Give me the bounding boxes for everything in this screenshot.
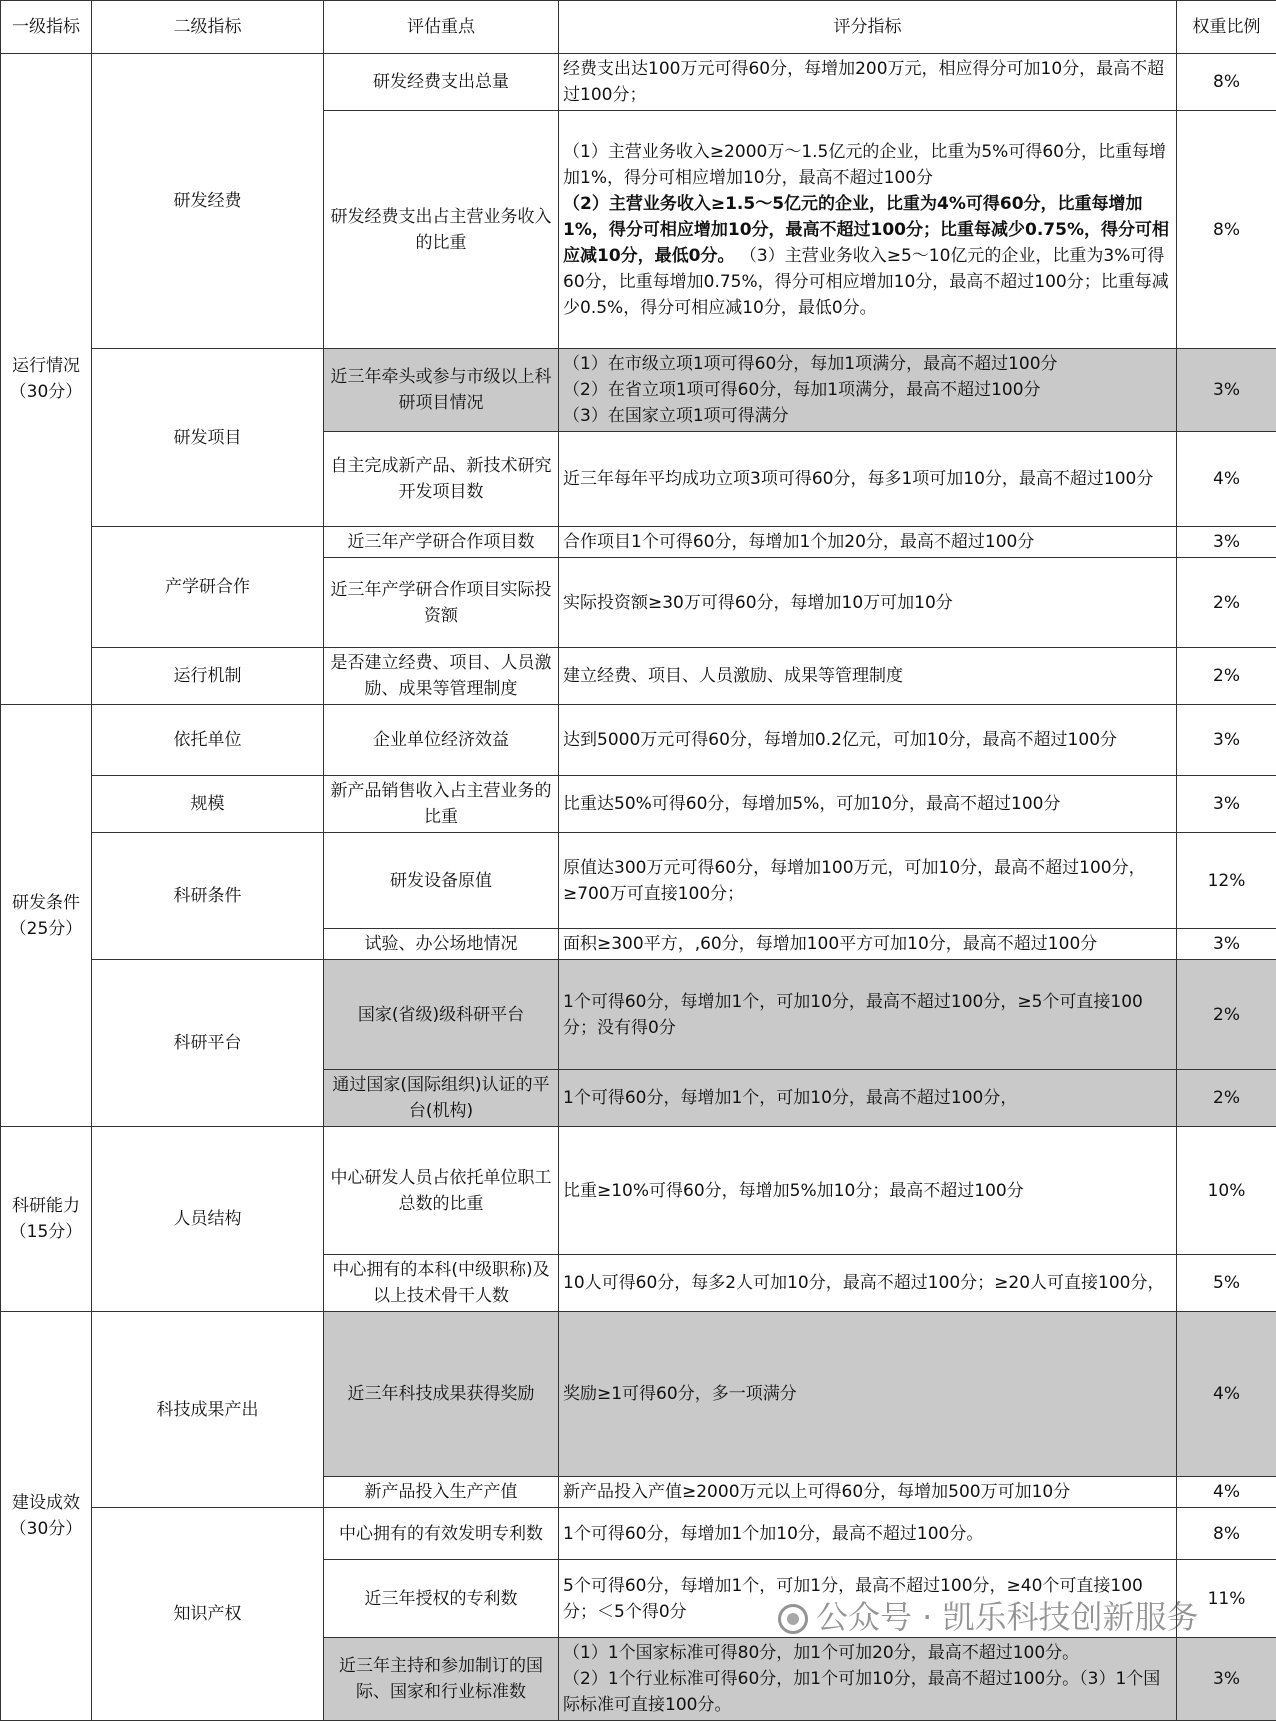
weight-cell: 3% <box>1177 929 1276 960</box>
level2-platform: 科研平台 <box>92 960 324 1127</box>
level2-ip: 知识产权 <box>92 1508 324 1721</box>
criteria-cell <box>559 349 1177 432</box>
watermark-text: 公众号 · 凯乐科技创新服务 <box>816 1598 1199 1636</box>
criteria-cell: 实际投资额≥30万可得60分，每增加10万可加10分 <box>559 558 1177 648</box>
criteria-cell: 达到5000万元可得60分，每增加0.2亿元，可加10分，最高不超过100分 <box>559 705 1177 776</box>
weight-cell: 4% <box>1177 1477 1276 1508</box>
criteria-cell: 1个可得60分，每增加1个，可加10分，最高不超过100分，≥5个可直接100分；没有得0分 <box>559 960 1177 1070</box>
weight-cell: 4% <box>1177 432 1276 527</box>
level2-output: 科技成果产出 <box>92 1312 324 1508</box>
table-row <box>1 1508 1276 1560</box>
focus-cell: 企业单位经济效益 <box>324 705 559 776</box>
weight-cell: 3% <box>1177 349 1276 432</box>
criteria-cell: 比重≥10%可得60分，每增加5%加10分；最高不超过100分 <box>559 1127 1177 1255</box>
level2-scale: 规模 <box>92 776 324 833</box>
focus-cell: 近三年产学研合作项目实际投资额 <box>324 558 559 648</box>
weight-cell: 8% <box>1177 54 1276 111</box>
weight-cell: 3% <box>1177 527 1276 558</box>
table-row <box>1 349 1276 432</box>
focus-cell: 研发设备原值 <box>324 833 559 929</box>
weight-cell: 12% <box>1177 833 1276 929</box>
focus-cell: 近三年牵头或参与市级以上科研项目情况 <box>324 349 559 432</box>
weight-cell: 4% <box>1177 1312 1276 1477</box>
criteria-cell: 5个可得60分，每增加1个，可加1分，最高不超过100分，≥40个可直接100分；＜5个得0分 <box>559 1560 1177 1638</box>
criteria-part: （3）在国家立项1项可得满分 <box>563 406 789 426</box>
focus-cell: 通过国家(国际组织)认证的平台(机构) <box>324 1070 559 1127</box>
focus-cell: 中心研发人员占依托单位职工总数的比重 <box>324 1127 559 1255</box>
level2-staff: 人员结构 <box>92 1127 324 1312</box>
criteria-cell: 1个可得60分，每增加1个加10分，最高不超过100分。 <box>559 1508 1177 1560</box>
table-row <box>1 776 1276 833</box>
weight-cell: 3% <box>1177 1638 1276 1721</box>
level2-research-cond: 科研条件 <box>92 833 324 960</box>
criteria-part: （3）主营业务收入≥5～10亿元的企业，比重为3%可得60分，比重每增加0.75%，得分可相应增加10分，最高不超过100分；比重每减少0.5%，得分可相应减10分，最低0分。 <box>563 246 1169 318</box>
focus-cell: 近三年产学研合作项目数 <box>324 527 559 558</box>
table-row <box>1 1312 1276 1477</box>
criteria-part: （1）主营业务收入≥2000万～1.5亿元的企业，比重为5%可得60分，比重每增加1%，得分可相应增加10分，最高不超过100分 <box>563 142 1166 188</box>
weight-cell: 2% <box>1177 648 1276 705</box>
table-row <box>1 833 1276 929</box>
level2-mechanism: 运行机制 <box>92 648 324 705</box>
focus-cell: 试验、办公场地情况 <box>324 929 559 960</box>
criteria-cell: 原值达300万元可得60分，每增加100万元，可加10分，最高不超过100分，≥700万可直接100分； <box>559 833 1177 929</box>
focus-cell: 近三年科技成果获得奖励 <box>324 1312 559 1477</box>
focus-cell: 中心拥有的有效发明专利数 <box>324 1508 559 1560</box>
weight-cell: 8% <box>1177 111 1276 349</box>
table-row <box>1 705 1276 776</box>
header-row <box>1 1 1276 54</box>
weight-cell: 8% <box>1177 1508 1276 1560</box>
header-focus: 评估重点 <box>324 1 559 54</box>
weight-cell: 2% <box>1177 558 1276 648</box>
criteria-cell: 建立经费、项目、人员激励、成果等管理制度 <box>559 648 1177 705</box>
criteria-cell <box>559 111 1177 349</box>
criteria-part: （2）1个行业标准可得60分，加1个可加10分，最高不超过100分。（3）1个国际标准可直接100分。 <box>563 1669 1160 1715</box>
weight-cell: 3% <box>1177 776 1276 833</box>
header-criteria: 评分指标 <box>559 1 1177 54</box>
focus-cell: 新产品投入生产产值 <box>324 1477 559 1508</box>
level1-conditions: 研发条件 （25分） <box>1 705 92 1127</box>
weight-cell: 3% <box>1177 705 1276 776</box>
criteria-cell: 奖励≥1可得60分，多一项满分 <box>559 1312 1177 1477</box>
table-row <box>1 1127 1276 1255</box>
level2-iur: 产学研合作 <box>92 527 324 648</box>
criteria-cell: 经费支出达100万元可得60分，每增加200万元，相应得分可加10分，最高不超过100分； <box>559 54 1177 111</box>
table-row <box>1 527 1276 558</box>
criteria-cell: 10人可得60分，每多2人可加10分，最高不超过100分；≥20人可直接100分， <box>559 1255 1177 1312</box>
criteria-cell: 合作项目1个可得60分，每增加1个加20分，最高不超过100分 <box>559 527 1177 558</box>
header-level1: 一级指标 <box>1 1 92 54</box>
focus-cell: 近三年授权的专利数 <box>324 1560 559 1638</box>
focus-cell: 中心拥有的本科(中级职称)及以上技术骨干人数 <box>324 1255 559 1312</box>
criteria-cell: 1个可得60分，每增加1个，可加10分，最高不超过100分， <box>559 1070 1177 1127</box>
focus-cell: 国家(省级)级科研平台 <box>324 960 559 1070</box>
level1-results: 建设成效 （30分） <box>1 1312 92 1721</box>
criteria-cell <box>559 1638 1177 1721</box>
focus-cell: 新产品销售收入占主营业务的比重 <box>324 776 559 833</box>
focus-cell: 是否建立经费、项目、人员激励、成果等管理制度 <box>324 648 559 705</box>
weight-cell: 11% <box>1177 1560 1276 1638</box>
level2-host: 依托单位 <box>92 705 324 776</box>
table-row <box>1 960 1276 1070</box>
level2-rd-funds: 研发经费 <box>92 54 324 349</box>
table-row <box>1 648 1276 705</box>
criteria-cell: 面积≥300平方，,60分，每增加100平方可加10分，最高不超过100分 <box>559 929 1177 960</box>
focus-cell: 研发经费支出占主营业务收入的比重 <box>324 111 559 349</box>
criteria-part: （1）1个国家标准可得80分，加1个可加20分，最高不超过100分。 <box>563 1643 1079 1663</box>
level2-rd-projects: 研发项目 <box>92 349 324 527</box>
criteria-part: （2）在省立项1项可得60分，每加1项满分，最高不超过100分 <box>563 380 1041 400</box>
table-row <box>1 54 1276 111</box>
focus-cell: 近三年主持和参加制订的国际、国家和行业标准数 <box>324 1638 559 1721</box>
focus-cell: 研发经费支出总量 <box>324 54 559 111</box>
criteria-cell: 近三年每年平均成功立项3项可得60分，每多1项可加10分，最高不超过100分 <box>559 432 1177 527</box>
header-level2: 二级指标 <box>92 1 324 54</box>
criteria-cell: 新产品投入产值≥2000万元以上可得60分，每增加500万可加10分 <box>559 1477 1177 1508</box>
weight-cell: 2% <box>1177 1070 1276 1127</box>
weight-cell: 5% <box>1177 1255 1276 1312</box>
level1-operation: 运行情况 （30分） <box>1 54 92 705</box>
weight-cell: 10% <box>1177 1127 1276 1255</box>
focus-cell: 自主完成新产品、新技术研究开发项目数 <box>324 432 559 527</box>
header-weight: 权重比例 <box>1177 1 1276 54</box>
criteria-cell: 比重达50%可得60分，每增加5%，可加10分，最高不超过100分 <box>559 776 1177 833</box>
level1-capability: 科研能力 （15分） <box>1 1127 92 1312</box>
criteria-part: （1）在市级立项1项可得60分，每加1项满分，最高不超过100分 <box>563 354 1058 374</box>
criteria-part-bold: （2）主营业务收入≥1.5～5亿元的企业，比重为4%可得60分，比重每增加1%，得分可相应增加10分，最高不超过100分；比重每减少0.75%，得分可相应减10分，最低0分。 <box>563 194 1169 266</box>
weight-cell: 2% <box>1177 960 1276 1070</box>
